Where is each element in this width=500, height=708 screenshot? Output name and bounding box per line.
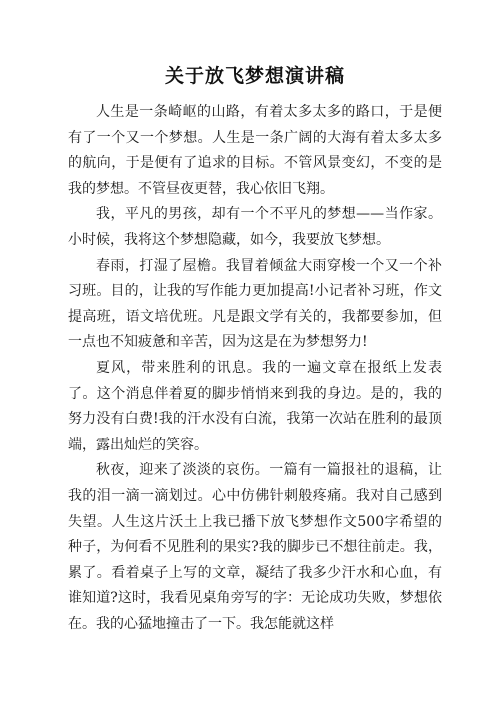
paragraph-1: 人生是一条崎岖的山路，有着太多太多的路口，于是便有了一个又一个梦想。人生是一条广阔的大海有着太多太多的航向，于是便有了追求的目标。不管风景变幻，不变的是我的梦想。不管昼夜更替，我心依旧飞翔。 [68,104,442,197]
paragraph-5: 秋夜，迎来了淡淡的哀伤。一篇有一篇报社的退稿，让我的泪一滴一滴划过。心中仿佛针刺般疼痛。我对自己感到失望。人生这片沃土上我已播下放飞梦想作文500字希望的种子，为何看不见胜利的果实?我的脚步已不想往前走。我，累了。看着桌子上写的文章，凝结了我多少汗水和心血，有谁知道?这时，我看见桌角旁写的字：无论成功失败，梦想依在。我的心猛地撞击了一下。我怎能就这样 [68,462,442,632]
document-body [68,100,442,637]
paragraph-4: 夏风，带来胜利的讯息。我的一遍文章在报纸上发表了。这个消息伴着夏的脚步悄悄来到我的身边。是的，我的努力没有白费!我的汗水没有白流，我第一次站在胜利的最顶端，露出灿烂的笑容。 [68,359,442,453]
paragraph-3: 春雨，打湿了屋檐。我冒着倾盆大雨穿梭一个又一个补习班。目的，让我的写作能力更加提高!小记者补习班，作文提高班，语文培优班。凡是跟文学有关的，我都要参加，但一点也不知疲惫和辛苦，因为这是在为梦想努力! [68,257,442,351]
paragraph-2: 我，平凡的男孩，却有一个不平凡的梦想——当作家。小时候，我将这个梦想隐藏，如今，我要放飞梦想。 [68,206,442,248]
document-title: 关于放飞梦想演讲稿 [164,65,345,87]
